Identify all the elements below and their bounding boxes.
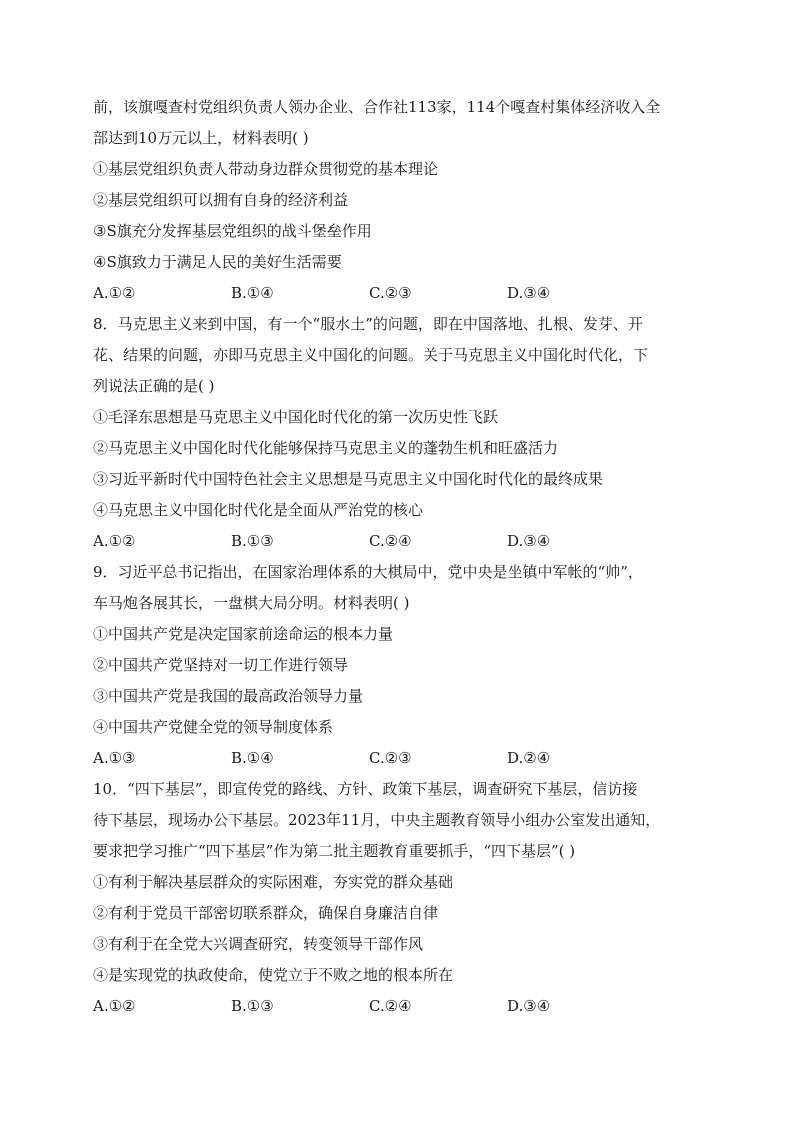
option-b[interactable]: B.①③ xyxy=(231,532,274,550)
option-a[interactable]: A.①② xyxy=(93,284,136,302)
question-10 xyxy=(93,774,703,1022)
option-d[interactable]: D.③④ xyxy=(507,997,551,1015)
option-d[interactable]: D.③④ xyxy=(507,284,551,302)
statement-4: ④是实现党的执政使命，使党立于不败之地的根本所在 xyxy=(93,966,454,984)
stem-line: 花、结果的问题，亦即马克思主义中国化的问题。关于马克思主义中国化时代化，下 xyxy=(93,346,649,364)
option-c[interactable]: C.②④ xyxy=(369,532,412,550)
option-c[interactable]: C.②③ xyxy=(369,749,412,767)
stem-line: 9．习近平总书记指出，在国家治理体系的大棋局中，党中央是坐镇中军帐的“帅”， xyxy=(93,563,643,581)
option-b[interactable]: B.①④ xyxy=(231,749,274,767)
stem-line: 8．马克思主义来到中国，有一个“服水土”的问题，即在中国落地、扎根、发芽、开 xyxy=(93,315,643,333)
answer-options xyxy=(93,526,703,557)
stem-line: 10．“四下基层”，即宣传党的路线、方针、政策下基层，调查研究下基层，信访接 xyxy=(93,780,638,798)
question-stem xyxy=(93,774,703,867)
exam-page xyxy=(93,92,703,1022)
stem-line: 列说法正确的是( ) xyxy=(93,377,215,395)
statement-4: ④S旗致力于满足人民的美好生活需要 xyxy=(93,253,342,271)
statement-1: ①基层党组织负责人带动身边群众贯彻党的基本理论 xyxy=(93,160,439,178)
answer-options xyxy=(93,278,703,309)
option-c[interactable]: C.②③ xyxy=(369,284,412,302)
stem-line: 待下基层，现场办公下基层。2023年11月，中央主题教育领导小组办公室发出通知， xyxy=(93,811,661,829)
question-8 xyxy=(93,309,703,557)
stem-line: 部达到10万元以上，材料表明( ) xyxy=(93,129,309,147)
option-a[interactable]: A.①③ xyxy=(93,749,136,767)
statement-1: ①有利于解决基层群众的实际困难，夯实党的群众基础 xyxy=(93,873,454,891)
statement-2: ②马克思主义中国化时代化能够保持马克思主义的蓬勃生机和旺盛活力 xyxy=(93,439,559,457)
statement-4: ④中国共产党健全党的领导制度体系 xyxy=(93,718,334,736)
stem-line: 要求把学习推广“四下基层”作为第二批主题教育重要抓手，“四下基层”( ) xyxy=(93,842,576,860)
statement-2: ②中国共产党坚持对一切工作进行领导 xyxy=(93,656,349,674)
stem-line: 车马炮各展其长，一盘棋大局分明。材料表明( ) xyxy=(93,594,410,612)
option-b[interactable]: B.①③ xyxy=(231,997,274,1015)
statement-2: ②有利于党员干部密切联系群众，确保自身廉洁自律 xyxy=(93,904,439,922)
option-b[interactable]: B.①④ xyxy=(231,284,274,302)
answer-options xyxy=(93,991,703,1022)
statement-3: ③S旗充分发挥基层党组织的战斗堡垒作用 xyxy=(93,222,372,240)
statement-2: ②基层党组织可以拥有自身的经济利益 xyxy=(93,191,349,209)
option-a[interactable]: A.①② xyxy=(93,997,136,1015)
option-d[interactable]: D.②④ xyxy=(507,749,551,767)
question-stem xyxy=(93,309,703,402)
question-stem xyxy=(93,92,703,154)
option-c[interactable]: C.②④ xyxy=(369,997,412,1015)
statement-3: ③中国共产党是我国的最高政治领导力量 xyxy=(93,687,364,705)
question-9 xyxy=(93,557,703,774)
question-stem xyxy=(93,557,703,619)
option-d[interactable]: D.③④ xyxy=(507,532,551,550)
statement-3: ③习近平新时代中国特色社会主义思想是马克思主义中国化时代化的最终成果 xyxy=(93,470,604,488)
stem-line: 前，该旗嘎查村党组织负责人领办企业、合作社113家，114个嘎查村集体经济收入全 xyxy=(93,98,661,116)
statement-1: ①毛泽东思想是马克思主义中国化时代化的第一次历史性飞跃 xyxy=(93,408,499,426)
option-a[interactable]: A.①② xyxy=(93,532,136,550)
statement-4: ④马克思主义中国化时代化是全面从严治党的核心 xyxy=(93,501,424,519)
question-7 xyxy=(93,92,703,309)
statement-1: ①中国共产党是决定国家前途命运的根本力量 xyxy=(93,625,394,643)
answer-options xyxy=(93,743,703,774)
statement-3: ③有利于在全党大兴调查研究，转变领导干部作风 xyxy=(93,935,424,953)
